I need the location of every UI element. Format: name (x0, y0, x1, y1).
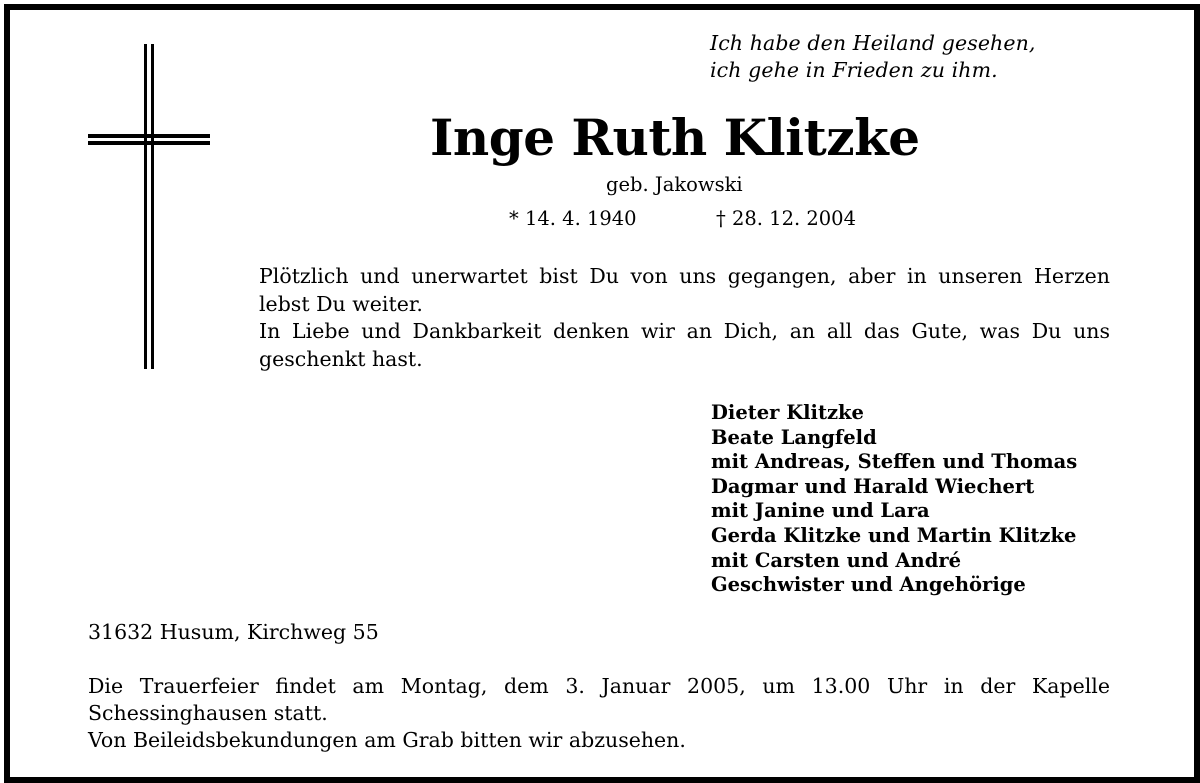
motto-line-2: ich gehe in Frieden zu ihm. (710, 58, 998, 82)
mourner-line: Dieter Klitzke (711, 401, 864, 424)
funeral-info (88, 673, 1110, 754)
mourner-line: Gerda Klitzke und Martin Klitzke (711, 523, 1077, 547)
mourner-line: mit Janine und Lara (711, 499, 930, 523)
mourner-line: Beate Langfeld (711, 425, 877, 449)
mourners-list (711, 401, 1077, 598)
funeral-paragraph-2: Von Beileidsbekundungen am Grab bitten wir abzusehen. (88, 728, 686, 752)
message-paragraph-2: In Liebe und Dankbarkeit denken wir an Dich, an all das Gute, was Du uns geschenkt hast. (259, 319, 1110, 371)
address: 31632 Husum, Kirchweg 55 (88, 620, 379, 644)
funeral-paragraph-1: Die Trauerfeier findet am Montag, dem 3. Januar 2005, um 13.00 Uhr in der Kapelle Schessinghausen statt. (88, 674, 1110, 725)
deceased-name: Inge Ruth Klitzke (430, 108, 920, 167)
birth-name: geb. Jakowski (606, 173, 743, 196)
mourner-line: Geschwister und Angehörige (711, 573, 1026, 597)
motto-line-1: Ich habe den Heiland gesehen, (710, 31, 1036, 55)
motto (710, 30, 1036, 84)
cross-icon (88, 44, 210, 369)
mourner-line: mit Carsten und André (711, 548, 962, 572)
birth-date: * 14. 4. 1940 (509, 207, 637, 230)
death-date: † 28. 12. 2004 (716, 207, 856, 230)
message-paragraph-1: Plötzlich und unerwartet bist Du von uns gegangen, aber in unseren Herzen lebst Du weiter. (259, 264, 1110, 316)
mourner-line: mit Andreas, Steffen und Thomas (711, 450, 1078, 474)
mourner-line: Dagmar und Harald Wiechert (711, 474, 1035, 498)
memorial-message (259, 263, 1110, 373)
